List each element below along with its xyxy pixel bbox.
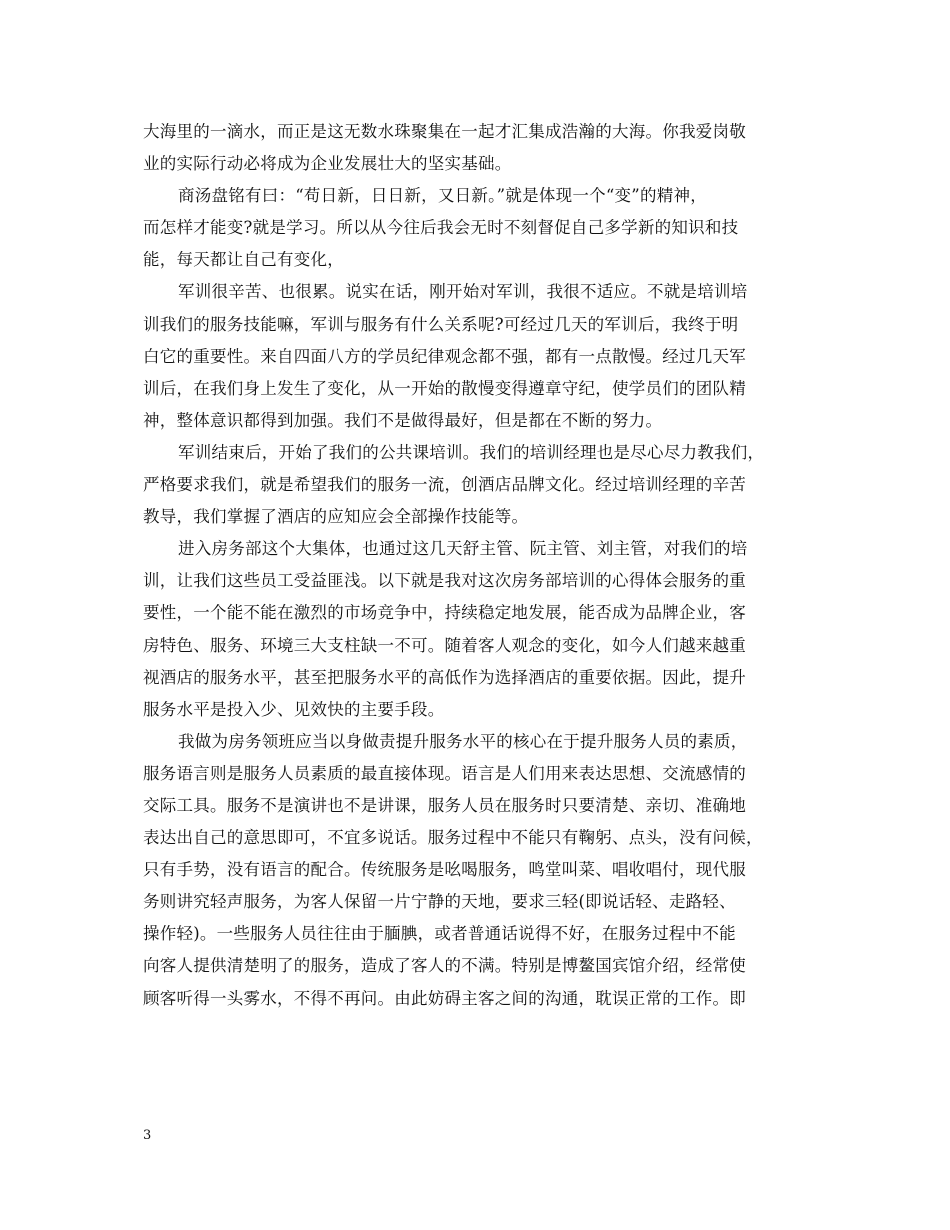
text-line: 训后，在我们身上发生了变化，从一开始的散慢变得遵章守纪，使学员们的团队精 <box>143 378 746 398</box>
text-line: 只有手势，没有语言的配合。传统服务是吆喝服务，鸣堂叫菜、唱收唱付，现代服 <box>143 860 746 880</box>
text-line: 训，让我们这些员工受益匪浅。以下就是我对这次房务部培训的心得体会服务的重 <box>143 571 746 591</box>
text-line: 神，整体意识都得到加强。我们不是做得最好，但是都在不断的努力。 <box>143 410 663 430</box>
text-line: 表达出自己的意思即可，不宜多说话。服务过程中不能只有鞠躬、点头，没有问候， <box>143 828 763 848</box>
text-line: 业的实际行动必将成为企业发展壮大的坚实基础。 <box>143 154 512 174</box>
text-line: 军训结束后，开始了我们的公共课培训。我们的培训经理也是尽心尽力教我们， <box>178 442 765 462</box>
text-line: 务则讲究轻声服务，为客人保留一片宁静的天地，要求三轻(即说话轻、走路轻、 <box>143 892 736 912</box>
text-line: 服务水平是投入少、见效快的主要手段。 <box>143 699 445 719</box>
text-line: 要性，一个能不能在激烈的市场竞争中，持续稳定地发展，能否成为品牌企业，客 <box>143 603 746 623</box>
text-line: 交际工具。服务不是演讲也不是讲课，服务人员在服务时只要清楚、亲切、准确地 <box>143 795 746 815</box>
text-line: 严格要求我们，就是希望我们的服务一流，创酒店品牌文化。经过培训经理的辛苦 <box>143 475 746 495</box>
text-line: 训我们的服务技能嘛，军训与服务有什么关系呢?可经过几天的军训后，我终于明 <box>143 314 739 334</box>
text-line: 白它的重要性。来自四面八方的学员纪律观念都不强，都有一点散慢。经过几天军 <box>143 346 746 366</box>
text-line: 而怎样才能变?就是学习。所以从今往后我会无时不刻督促自己多学新的知识和技 <box>143 218 739 238</box>
page-number: 3 <box>143 1128 152 1143</box>
text-line: 教导，我们掌握了酒店的应知应会全部操作技能等。 <box>143 507 529 527</box>
text-line: 视酒店的服务水平，甚至把服务水平的高低作为选择酒店的重要依据。因此，提升 <box>143 667 746 687</box>
text-line: 我做为房务领班应当以身做责提升服务水平的核心在于提升服务人员的素质， <box>178 731 748 751</box>
text-line: 商汤盘铭有曰：“苟日新，日日新，又日新。”就是体现一个“变”的精神， <box>178 186 707 206</box>
text-line: 服务语言则是服务人员素质的最直接体现。语言是人们用来表达思想、交流感情的 <box>143 763 746 783</box>
text-line: 顾客听得一头雾水，不得不再问。由此妨碍主客之间的沟通，耽误正常的工作。即 <box>143 988 746 1008</box>
text-line: 大海里的一滴水，而正是这无数水珠聚集在一起才汇集成浩瀚的大海。你我爱岗敬 <box>143 122 746 141</box>
text-line: 军训很辛苦、也很累。说实在话，刚开始对军训，我很不适应。不就是培训培 <box>178 282 748 302</box>
text-line: 向客人提供清楚明了的服务，造成了客人的不满。特别是博鳌国宾馆介绍，经常使 <box>143 956 746 976</box>
text-line: 操作轻)。一些服务人员往往由于腼腆，或者普通话说得不好，在服务过程中不能 <box>143 924 736 944</box>
text-line: 房特色、服务、环境三大支柱缺一不可。随着客人观念的变化，如今人们越来越重 <box>143 635 746 655</box>
text-line: 能，每天都让自己有变化， <box>143 250 344 270</box>
document-body <box>143 116 825 1015</box>
text-line: 进入房务部这个大集体，也通过这几天舒主管、阮主管、刘主管，对我们的培 <box>178 539 748 559</box>
